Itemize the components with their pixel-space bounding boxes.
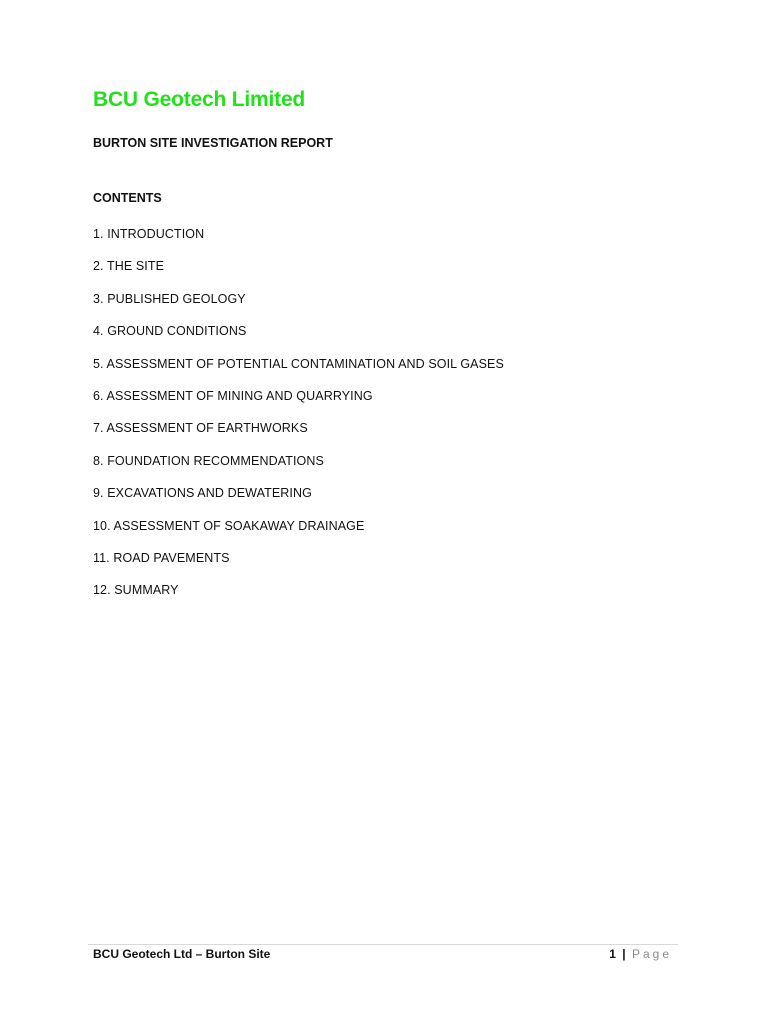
toc-item: 10. ASSESSMENT OF SOAKAWAY DRAINAGE bbox=[93, 518, 365, 533]
footer-document-label: BCU Geotech Ltd – Burton Site bbox=[93, 947, 271, 961]
toc-item: 2. THE SITE bbox=[93, 259, 165, 274]
toc-item: 7. ASSESSMENT OF EARTHWORKS bbox=[93, 421, 308, 436]
toc-item: 6. ASSESSMENT OF MINING AND QUARRYING bbox=[93, 388, 373, 403]
toc-item: 3. PUBLISHED GEOLOGY bbox=[93, 291, 246, 306]
table-of-contents bbox=[93, 226, 504, 615]
toc-item: 1. INTRODUCTION bbox=[93, 227, 205, 241]
page-number: 1 bbox=[609, 947, 616, 961]
toc-item: 5. ASSESSMENT OF POTENTIAL CONTAMINATION AND SOIL GASES bbox=[93, 356, 504, 371]
page-separator: | bbox=[622, 947, 626, 961]
toc-item: 9. EXCAVATIONS AND DEWATERING bbox=[93, 486, 312, 501]
toc-item: 12. SUMMARY bbox=[93, 583, 179, 598]
contents-heading: CONTENTS bbox=[93, 191, 162, 205]
footer-divider bbox=[88, 944, 678, 945]
toc-item: 4. GROUND CONDITIONS bbox=[93, 324, 247, 339]
company-name: BCU Geotech Limited bbox=[93, 88, 306, 111]
toc-item: 8. FOUNDATION RECOMMENDATIONS bbox=[93, 453, 324, 468]
toc-item: 11. ROAD PAVEMENTS bbox=[93, 550, 230, 565]
report-title: BURTON SITE INVESTIGATION REPORT bbox=[93, 136, 333, 150]
page-label: Page bbox=[631, 947, 672, 961]
footer-page-indicator bbox=[609, 947, 672, 961]
